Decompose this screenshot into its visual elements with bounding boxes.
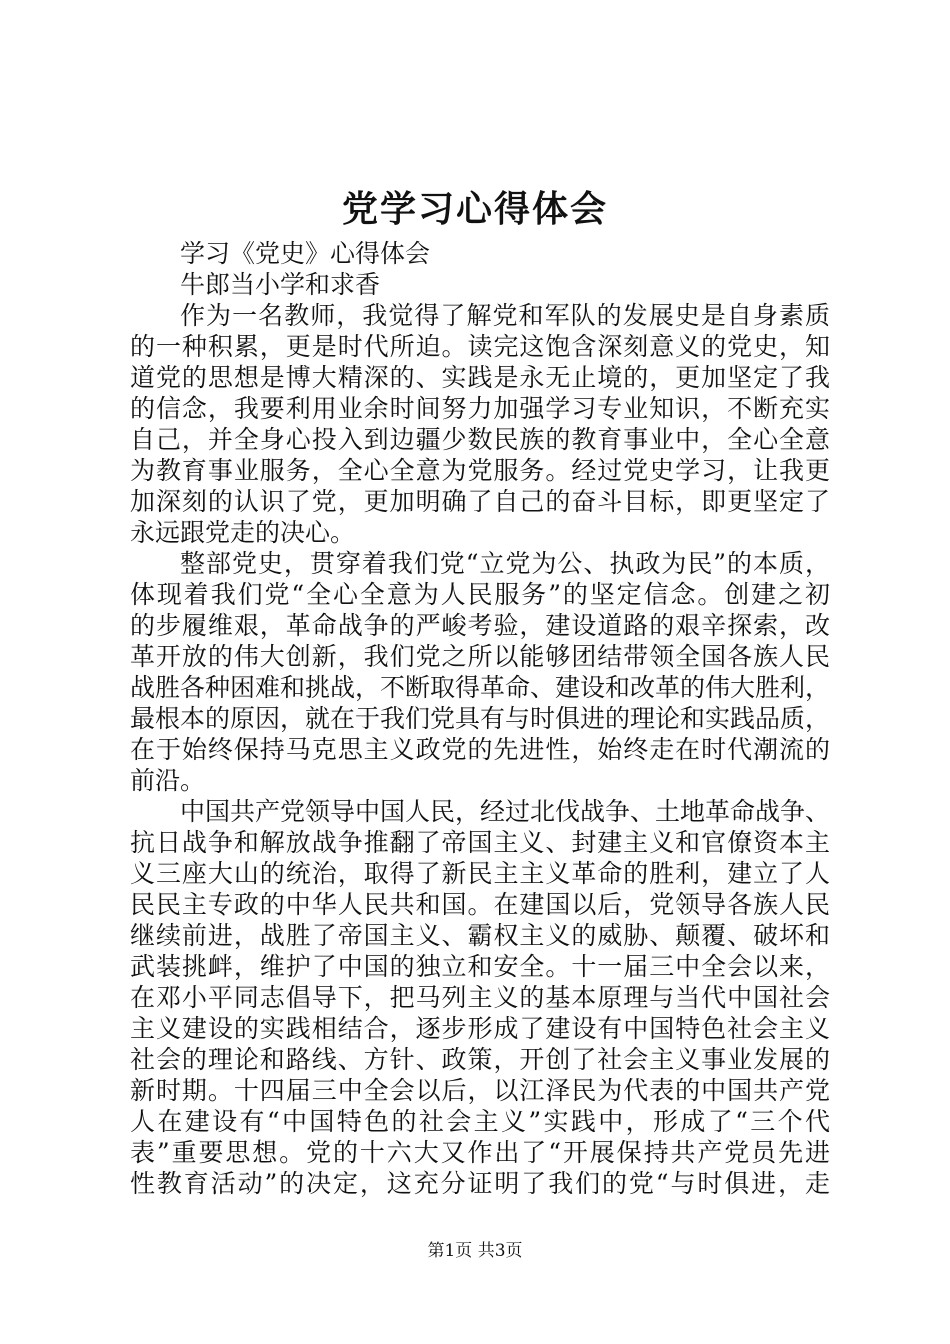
paragraph-2-line: 体现着我们党“全心全意为人民服务”的坚定信念。创建之初 bbox=[130, 580, 830, 609]
paragraph-3-line: 抗日战争和解放战争推翻了帝国主义、封建主义和官僚资本主 bbox=[130, 828, 830, 857]
paragraph-2-line: 的步履维艰，革命战争的严峻考验，建设道路的艰辛探索，改 bbox=[130, 611, 830, 640]
paragraph-1-line: 自己，并全身心投入到边疆少数民族的教育事业中，全心全意 bbox=[130, 425, 830, 454]
paragraph-3-line: 继续前进，战胜了帝国主义、霸权主义的威胁、颠覆、破坏和 bbox=[130, 921, 830, 950]
paragraph-1-line: 道党的思想是博大精深的、实践是永无止境的，更加坚定了我 bbox=[130, 363, 830, 392]
paragraph-2-line: 革开放的伟大创新，我们党之所以能够团结带领全国各族人民 bbox=[130, 642, 830, 671]
paragraph-1-line: 的一种积累，更是时代所迫。读完这饱含深刻意义的党史，知 bbox=[130, 332, 830, 361]
paragraph-3-line: 武装挑衅，维护了中国的独立和安全。十一届三中全会以来， bbox=[130, 952, 830, 981]
paragraph-1-line: 的信念，我要利用业余时间努力加强学习专业知识，不断充实 bbox=[130, 394, 830, 423]
paragraph-2-line: 最根本的原因，就在于我们党具有与时俱进的理论和实践品质， bbox=[130, 704, 831, 733]
paragraph-3-line: 主义建设的实践相结合，逐步形成了建设有中国特色社会主义 bbox=[130, 1014, 830, 1043]
paragraph-1-line: 为教育事业服务，全心全意为党服务。经过党史学习，让我更 bbox=[130, 456, 830, 485]
paragraph-3-line: 在邓小平同志倡导下，把马列主义的基本原理与当代中国社会 bbox=[130, 983, 830, 1012]
page-number: 第1页 共3页 bbox=[427, 1241, 523, 1261]
paragraph-2-line: 战胜各种困难和挑战，不断取得革命、建设和改革的伟大胜利， bbox=[130, 673, 831, 702]
paragraph-2-line: 整部党史，贯穿着我们党“立党为公、执政为民”的本质， bbox=[180, 549, 830, 578]
paragraph-1-line: 永远跟党走的决心。 bbox=[130, 518, 356, 547]
document-author: 牛郎当小学和求香 bbox=[180, 270, 381, 299]
page-title: 党学习心得体会 bbox=[341, 188, 608, 230]
paragraph-1-line: 加深刻的认识了党，更加明确了自己的奋斗目标，即更坚定了 bbox=[130, 487, 830, 516]
paragraph-3-line: 新时期。十四届三中全会以后，以江泽民为代表的中国共产党 bbox=[130, 1076, 830, 1105]
paragraph-2-line: 在于始终保持马克思主义政党的先进性，始终走在时代潮流的 bbox=[130, 735, 830, 764]
paragraph-3-line: 义三座大山的统治，取得了新民主主义革命的胜利，建立了人 bbox=[130, 859, 830, 888]
paragraph-3-line: 中国共产党领导中国人民，经过北伐战争、土地革命战争、 bbox=[180, 797, 831, 826]
paragraph-3-line: 性教育活动”的决定，这充分证明了我们的党“与时俱进，走 bbox=[130, 1169, 830, 1198]
paragraph-3-line: 表”重要思想。党的十六大又作出了“开展保持共产党员先进 bbox=[130, 1138, 830, 1167]
document-body bbox=[130, 238, 830, 1199]
paragraph-3-line: 民民主专政的中华人民共和国。在建国以后，党领导各族人民 bbox=[130, 890, 830, 919]
document-subtitle: 学习《党史》心得体会 bbox=[180, 239, 431, 268]
paragraph-2-line: 前沿。 bbox=[130, 766, 206, 795]
paragraph-3-line: 人在建设有“中国特色的社会主义”实践中，形成了“三个代 bbox=[130, 1107, 830, 1136]
paragraph-3-line: 社会的理论和路线、方针、政策，开创了社会主义事业发展的 bbox=[130, 1045, 830, 1074]
paragraph-1-line: 作为一名教师，我觉得了解党和军队的发展史是自身素质 bbox=[180, 301, 830, 330]
